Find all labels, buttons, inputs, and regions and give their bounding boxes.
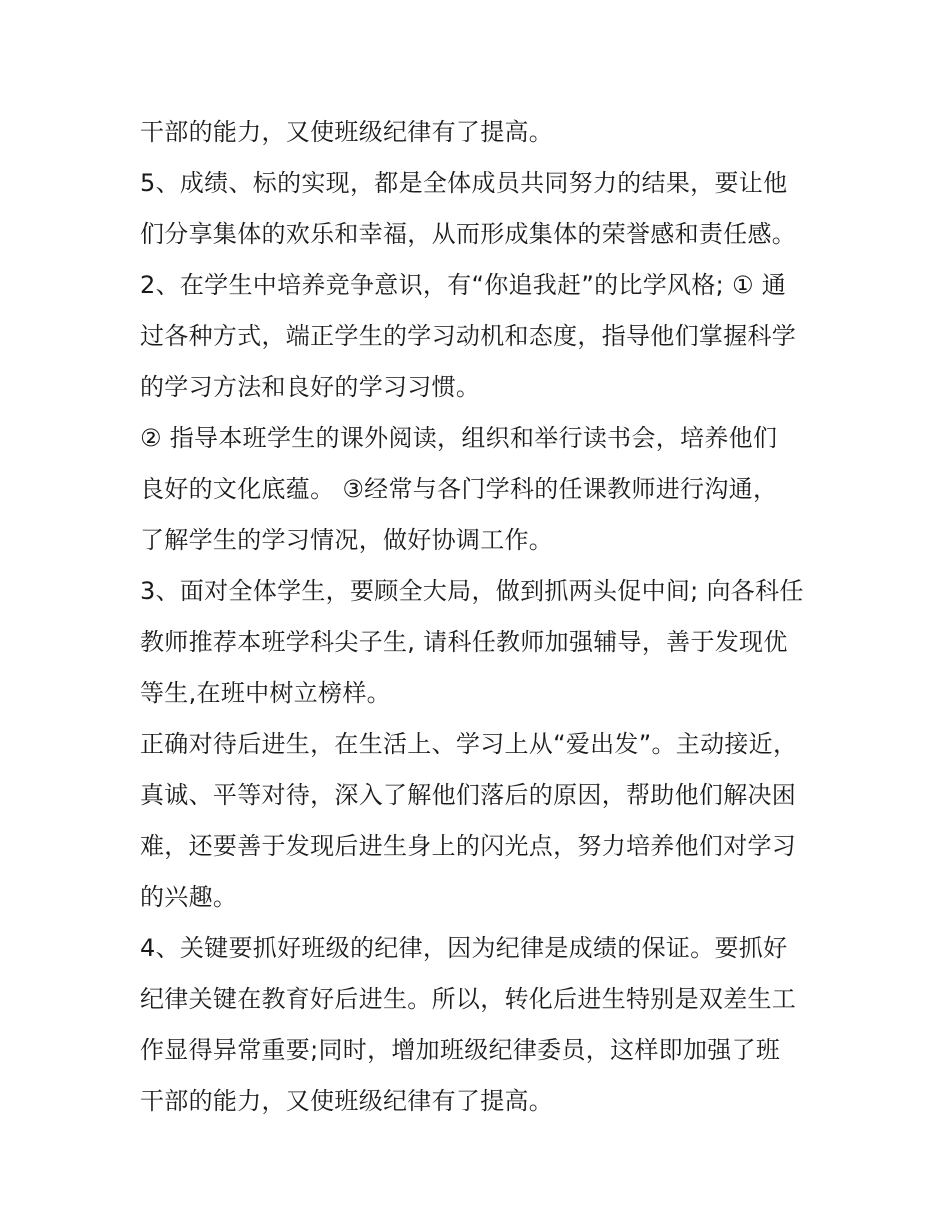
text-line: 的兴趣。 — [140, 883, 238, 911]
text-line: 教师推荐本班学科尖子生, 请科任教师加强辅导，善于发现优 — [140, 628, 788, 656]
text-line: 作显得异常重要;同时，增加班级纪律委员，这样即加强了班 — [140, 1036, 781, 1064]
text-line: 等生,在班中树立榜样。 — [140, 679, 391, 707]
text-line: 干部的能力，又使班级纪律有了提高。 — [140, 1087, 554, 1115]
text-line: 2、在学生中培养竞争意识，有“你追我赶”的比学风格; ① 通 — [140, 271, 786, 299]
text-line: 干部的能力，又使班级纪律有了提高。 — [140, 118, 554, 146]
body-text — [140, 107, 830, 1127]
text-line: 纪律关键在教育好后进生。所以，转化后进生特别是双差生工 — [140, 985, 797, 1013]
text-line: 真诚、平等对待，深入了解他们落后的原因，帮助他们解决困 — [140, 781, 797, 809]
text-line: 难，还要善于发现后进生身上的闪光点，努力培养他们对学习 — [140, 832, 797, 860]
text-line: 的学习方法和良好的学习习惯。 — [140, 373, 481, 401]
text-line: ② 指导本班学生的课外阅读，组织和举行读书会，培养他们 — [140, 424, 778, 452]
text-line: 5、成绩、标的实现，都是全体成员共同努力的结果，要让他 — [140, 169, 788, 197]
text-line: 们分享集体的欢乐和幸福，从而形成集体的荣誉感和责任感。 — [140, 220, 797, 248]
text-line: 4、关键要抓好班级的纪律，因为纪律是成绩的保证。要抓好 — [140, 934, 788, 962]
text-line: 良好的文化底蕴。 ③经常与各门学科的任课教师进行沟通， — [140, 475, 778, 503]
text-line: 过各种方式，端正学生的学习动机和态度，指导他们掌握科学 — [140, 322, 797, 350]
text-line: 正确对待后进生，在生活上、学习上从“爱出发”。主动接近， — [140, 730, 798, 758]
text-line: 3、面对全体学生，要顾全大局，做到抓两头促中间; 向各科任 — [140, 577, 804, 605]
text-line: 了解学生的学习情况，做好协调工作。 — [140, 526, 554, 554]
